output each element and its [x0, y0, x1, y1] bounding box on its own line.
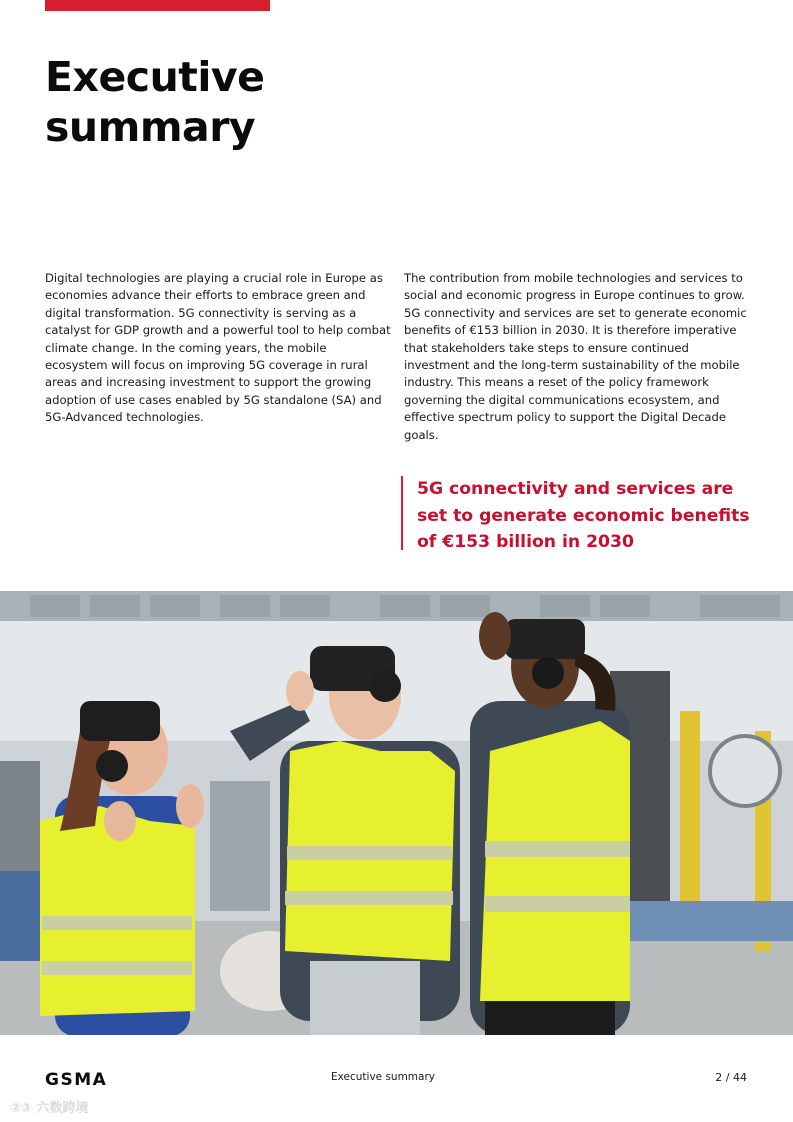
body-paragraph-right: The contribution from mobile technologies and services to social and economic progress in Europe continues to grow. 5G connectivity and services are set to generate economic benefits of €153 billion in 2030. It is therefore imperative that stakeholders take steps to ensure continued investment and the long-term sustainability of the mobile industry. This means a reset of the policy framework governing the digital communications ecosystem, and effective spectrum policy to support the Digital Decade goals.: [404, 271, 747, 442]
footer-section-name: Executive summary: [331, 1071, 436, 1083]
body-column-right: [404, 270, 751, 444]
pull-quote-text: 5G connectivity and services are set to generate economic benefits of €153 billion in 2030: [417, 479, 750, 552]
factory-vr-photo: [0, 591, 793, 1035]
page-title-line-2: summary: [45, 103, 256, 151]
robot-arm: [710, 736, 780, 806]
machine-mid: [210, 781, 270, 911]
hero-photo: [0, 591, 793, 1035]
gsma-logo: GSMA: [45, 1070, 108, 1090]
body-column-left: [45, 270, 392, 427]
page-number: 2 / 44: [715, 1071, 747, 1084]
body-paragraph-left: Digital technologies are playing a crucial role in Europe as economies advance their efforts to embrace green and digital transformation. 5G connectivity is serving as a catalyst for GDP growth and a powerful tool to help combat climate change. In the coming years, the mobile ecosystem will focus on improving 5G coverage in rural areas and increasing investment to support the growing adoption of use cases enabled by 5G standalone (SA) and 5G-Advanced technologies.: [45, 271, 391, 425]
top-accent-bar: [45, 0, 270, 11]
yellow-pole: [680, 711, 700, 931]
page-title: [45, 52, 405, 152]
page-title-line-1: Executive: [45, 53, 265, 101]
watermark: ②③ 六数跨境: [10, 1101, 89, 1116]
pull-quote: [401, 476, 757, 550]
conveyor-belt: [620, 901, 793, 941]
